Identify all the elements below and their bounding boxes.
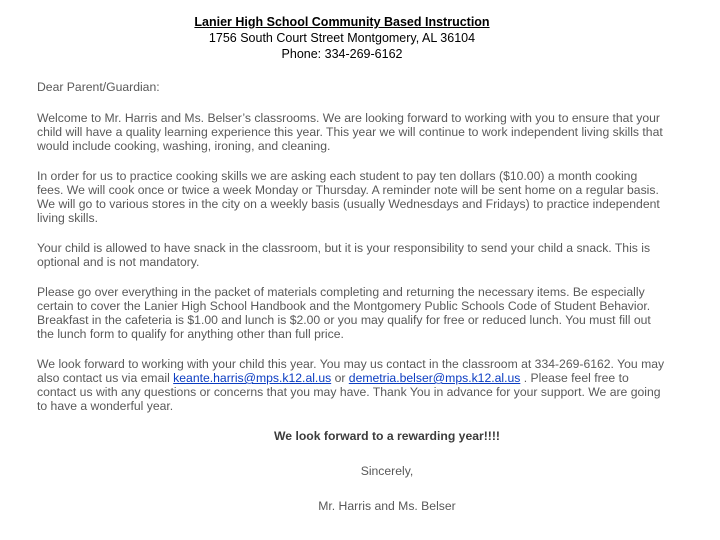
email-link-harris[interactable]: keante.harris@mps.k12.al.us [173, 371, 332, 385]
sincerely: Sincerely, [360, 464, 414, 478]
contact-text-or: or [331, 371, 349, 385]
signature: Mr. Harris and Ms. Belser [318, 499, 456, 513]
paragraph-snack: Your child is allowed to have snack in the classroom, but it is your responsibility to send your child a snack. This is optional and is not mandatory. [37, 241, 651, 269]
paragraph-contact [37, 357, 667, 413]
school-name: Lanier High School Community Based Instruction [194, 15, 490, 29]
school-phone: Phone: 334-269-6162 [281, 47, 403, 61]
paragraph-cooking-fees: In order for us to practice cooking skills we are asking each student to pay ten dollars ($10.00) a month cooking fees. We will cook once or twice a week Monday or Thursday. A reminder note will be sent home on a regular basis. We will go to various stores in the city on a weekly basis (usually Wednesdays and Fridays) to practice independent living skills. [37, 169, 660, 225]
paragraph-welcome: Welcome to Mr. Harris and Ms. Belser’s classrooms. We are looking forward to working with you to ensure that your child will have a quality learning experience this year. This year we will continue to work independent living skills that would include cooking, washing, ironing, and cleaning. [37, 111, 663, 153]
closing-statement: We look forward to a rewarding year!!!! [274, 429, 500, 443]
paragraph-packet: Please go over everything in the packet of materials completing and returning the necessary items. Be especially certain to cover the Lanier High School Handbook and the Montgomery Public Schools Code of Student Behavior. Breakfast in the cafeteria is $1.00 and lunch is $2.00 or you may qualify for free or reduced lunch. You must fill out the lunch form to qualify for anything other than full price. [37, 285, 651, 341]
contact-text-2: . Please feel free to contact us with any questions or concerns that you may have. Thank You in advance for your support. We are going to have a wonderful year. [37, 371, 661, 413]
school-address: 1756 South Court Street Montgomery, AL 36104 [208, 31, 476, 45]
letter-header [0, 14, 684, 62]
letter-body [37, 80, 667, 529]
email-link-belser[interactable]: demetria.belser@mps.k12.al.us [348, 371, 521, 385]
greeting: Dear Parent/Guardian: [37, 80, 160, 94]
contact-text-1: We look forward to working with your child this year. You may us contact in the classroom at 334-269-6162. You may also contact us via email [37, 357, 665, 385]
